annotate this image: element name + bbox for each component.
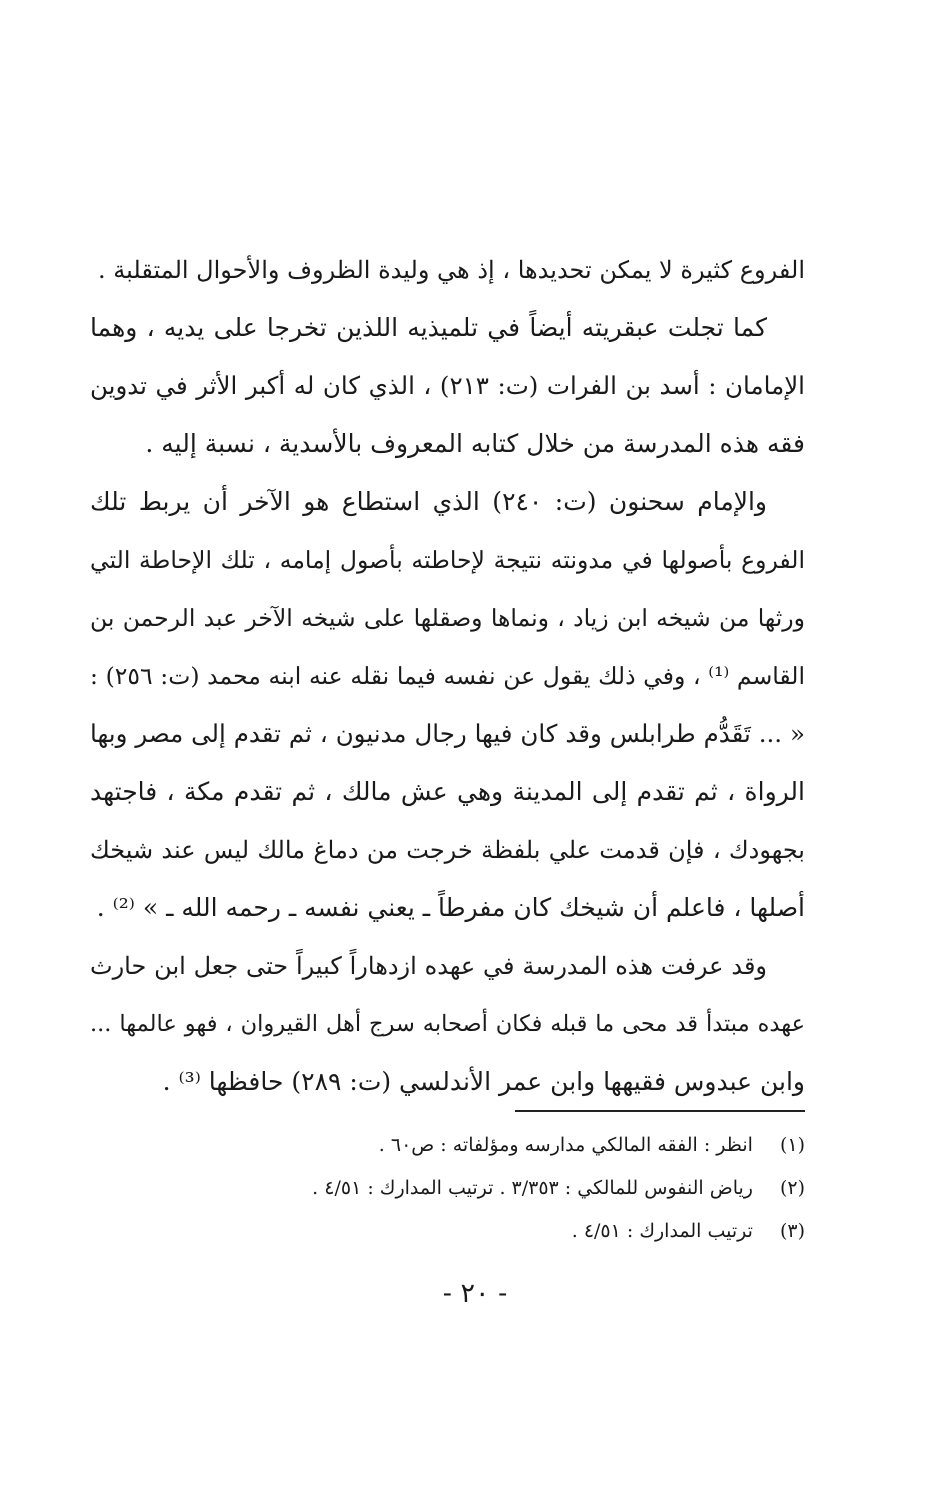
text-line: عهده مبتدأ قد محى ما قبله فكان أصحابه سرج أهل القيروان ، فهو عالمها ... (90, 1011, 805, 1037)
text-line: وابن عبدوس فقيهها وابن عمر الأندلسي (ت: ٢٨٩) حافظها ⁽³⁾ . (162, 1067, 805, 1096)
text-line: الإمامان : أسد بن الفرات (ت: ٢١٣) ، الذي كان له أكبر الأثر في تدوين (90, 371, 805, 400)
page-number: - ٢٠ - (442, 1278, 508, 1309)
footnote-item (205, 1125, 805, 1168)
text-line: وقد عرفت هذه المدرسة في عهده ازدهاراً كبيراً حتى جعل ابن حارث (90, 952, 768, 980)
text-line: الفروع بأصولها في مدونته نتيجة لإحاطته بأصول إمامه ، تلك الإحاطة التي (90, 546, 805, 574)
footnote-item (205, 1211, 805, 1254)
text-line: القاسم ⁽¹⁾ ، وفي ذلك يقول عن نفسه فيما نقله عنه ابنه محمد (ت: ٢٥٦) : (90, 662, 805, 690)
footnote-text: ترتيب المدارك : ٤/٥١ . (571, 1220, 753, 1242)
text-line: كما تجلت عبقريته أيضاً في تلميذيه اللذين تخرجا على يديه ، وهما (90, 313, 767, 342)
footnote-text: انظر : الفقه المالكي مدارسه ومؤلفاته : ص٦٠ . (378, 1134, 753, 1156)
footnotes (205, 1125, 805, 1254)
text-line: بجهودك ، فإن قدمت علي بلفظة خرجت من دماغ مالك ليس عند شيخك (90, 836, 805, 864)
footnote-number: (٣) (779, 1220, 805, 1242)
text-line: « ... تَقَدُّم طرابلس وقد كان فيها رجال مدنيون ، ثم تقدم إلى مصر وبها (90, 719, 805, 748)
text-line: والإمام سحنون (ت: ٢٤٠) الذي استطاع هو الآخر أن يربط تلك (90, 487, 768, 516)
footnote-item (205, 1168, 805, 1211)
main-text (90, 243, 805, 1113)
footnote-number: (٢) (779, 1177, 805, 1199)
footnote-divider (515, 1110, 805, 1112)
text-line: الفروع كثيرة لا يمكن تحديدها ، إذ هي وليدة الظروف والأحوال المتقلبة . (98, 256, 805, 284)
text-line: ورثها من شيخه ابن زياد ، ونماها وصقلها على شيخه الآخر عبد الرحمن بن (90, 604, 805, 632)
footnote-number: (١) (779, 1134, 805, 1156)
text-line: فقه هذه المدرسة من خلال كتابه المعروف بالأسدية ، نسبة إليه . (145, 429, 805, 458)
text-line: الرواة ، ثم تقدم إلى المدينة وهي عش مالك ، ثم تقدم مكة ، فاجتهد (90, 777, 805, 806)
footnote-text: رياض النفوس للمالكي : ٣/٣٥٣ . ترتيب المدارك : ٤/٥١ . (312, 1177, 753, 1199)
text-line: أصلها ، فاعلم أن شيخك كان مفرطاً ـ يعني نفسه ـ رحمه الله ـ » ⁽²⁾ . (96, 893, 805, 922)
